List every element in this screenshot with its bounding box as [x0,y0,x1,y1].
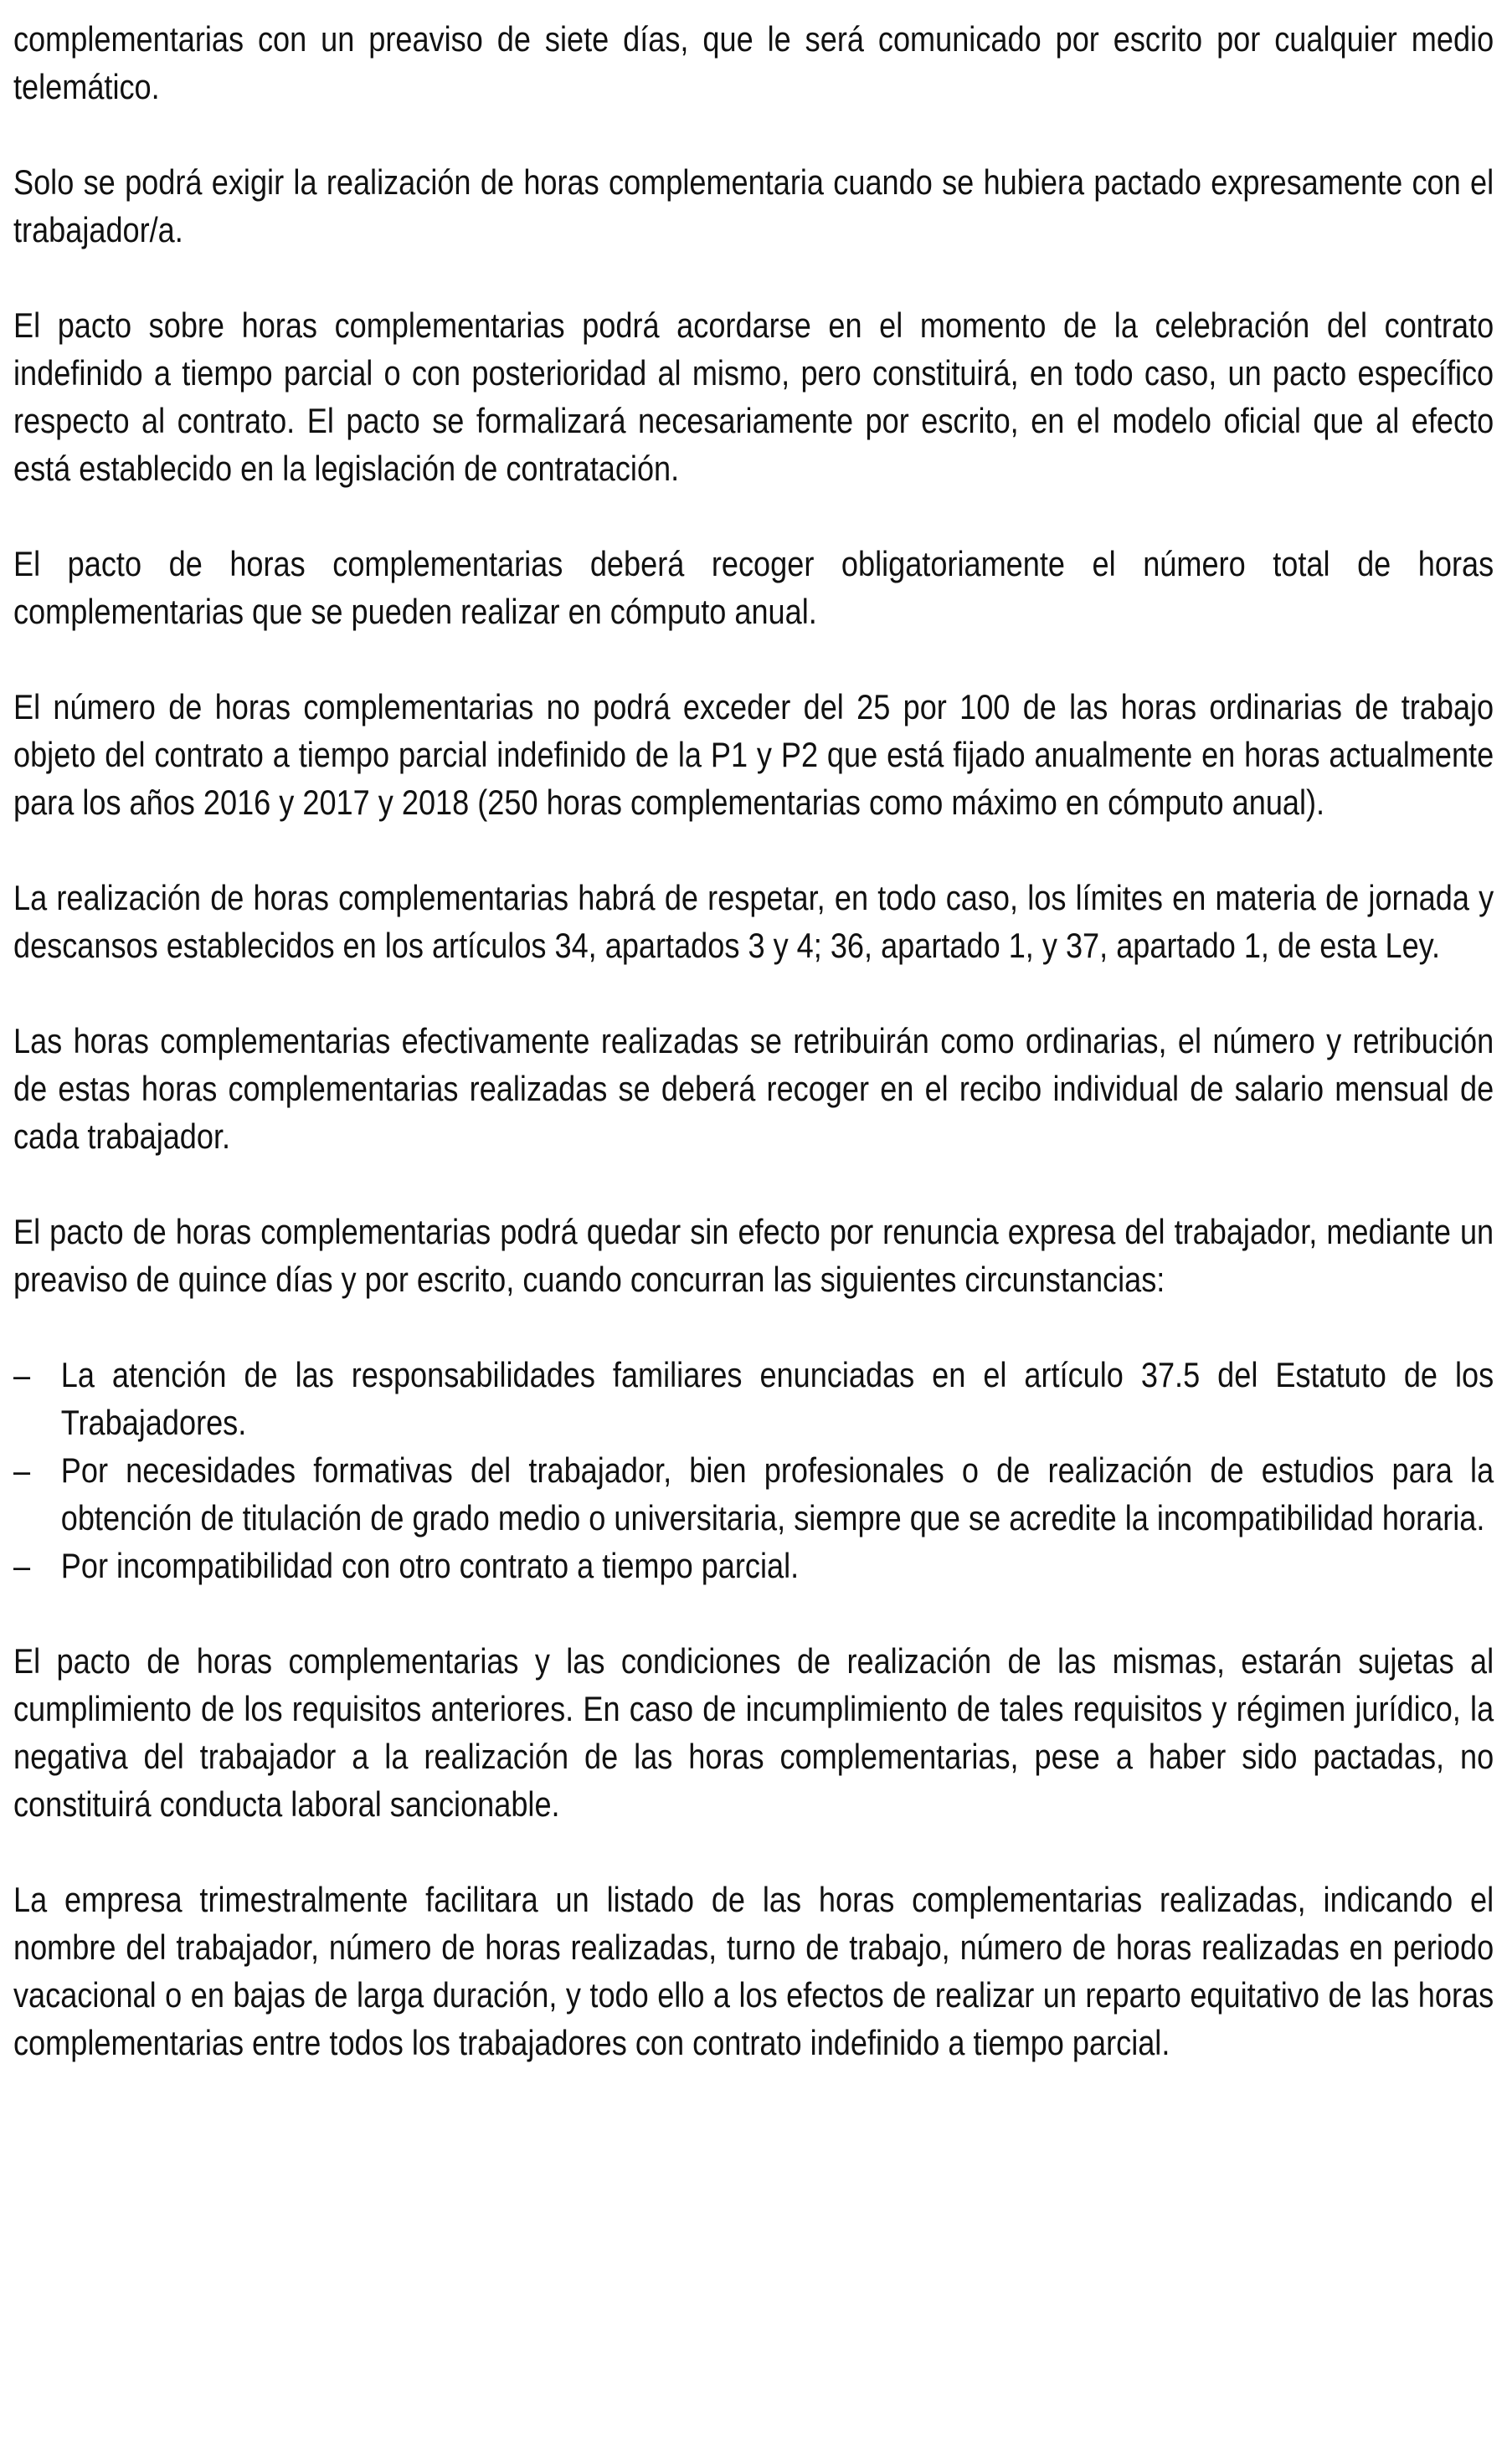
paragraph-limite-horas: El número de horas complementarias no podrá exceder del 25 por 100 de las horas ordinarias de trabajo objeto del contrato a tiempo parcial indefinido de la P1 y P2 que está fijado anualmente en horas actualmente para los años 2016 y 2017 y 2018 (250 horas complementarias como máximo en cómputo anual). [13,687,1494,822]
list-item-text: Por incompatibilidad con otro contrato a tiempo parcial. [60,1546,800,1585]
document-body [13,15,1494,2114]
paragraph-renuncia: El pacto de horas complementarias podrá quedar sin efecto por renuncia expresa del trabajador, mediante un preaviso de quince días y por escrito, cuando concurran las siguientes circunstancias: [13,1212,1494,1299]
list-item-text: Por necesidades formativas del trabajador, bien profesionales o de realización de estudios para la obtención de titulación de grado medio o universitaria, siempre que se acredite la incompatibilidad horaria. [60,1450,1494,1537]
dash-bullet: – [13,1355,31,1394]
paragraph-listado-trimestral: La empresa trimestralmente facilitara un listado de las horas complementarias realizadas, indicando el nombre del trabajador, número de horas realizadas, turno de trabajo, número de horas realizadas en periodo vacacional o en bajas de larga duración, y todo ello a los efectos de realizar un reparto equitativo de las horas complementarias entre todos los trabajadores con contrato indefinido a tiempo parcial. [13,1880,1494,2062]
paragraph-preaviso: complementarias con un preaviso de siete días, que le será comunicado por escrito por cualquier medio telemático. [13,19,1494,106]
list-item-text: La atención de las responsabilidades familiares enunciadas en el artículo 37.5 del Estatuto de los Trabajadores. [60,1355,1494,1442]
list-item [13,1351,1494,1446]
paragraph-condiciones: El pacto de horas complementarias y las condiciones de realización de las mismas, estarán sujetas al cumplimiento de los requisitos anteriores. En caso de incumplimiento de tales requisitos y régimen jurídico, la negativa del trabajador a la realización de las horas complementarias, pese a haber sido pactadas, no constituirá conducta laboral sancionable. [13,1641,1494,1824]
paragraph-exigencia: Solo se podrá exigir la realización de horas complementaria cuando se hubiera pactado expresamente con el trabajador/a. [13,162,1494,249]
paragraph-limites-jornada: La realización de horas complementarias habrá de respetar, en todo caso, los límites en materia de jornada y descansos establecidos en los artículos 34, apartados 3 y 4; 36, apartado 1, y 37, apartado 1, de esta Ley. [13,878,1494,965]
paragraph-pacto-acuerdo: El pacto sobre horas complementarias podrá acordarse en el momento de la celebración del contrato indefinido a tiempo parcial o con posterioridad al mismo, pero constituirá, en todo caso, un pacto específico respecto al contrato. El pacto se formalizará necesariamente por escrito, en el modelo oficial que al efecto está establecido en la legislación de contratación. [13,305,1494,488]
list-item [13,1446,1494,1542]
list-item [13,1542,1494,1589]
paragraph-retribucion: Las horas complementarias efectivamente realizadas se retribuirán como ordinarias, el número y retribución de estas horas complementarias realizadas se deberá recoger en el recibo individual de salario mensual de cada trabajador. [13,1021,1494,1156]
dash-bullet: – [13,1546,31,1585]
dash-bullet: – [13,1450,31,1490]
circumstances-list [13,1351,1494,1589]
paragraph-pacto-numero: El pacto de horas complementarias deberá recoger obligatoriamente el número total de horas complementarias que se pueden realizar en cómputo anual. [13,544,1494,631]
